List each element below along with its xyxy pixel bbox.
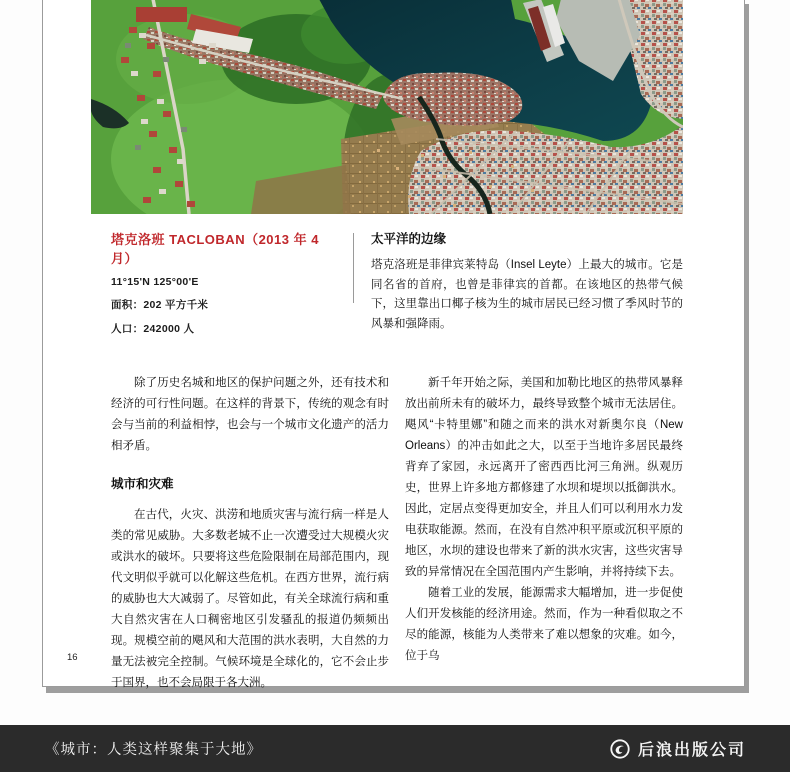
page-number: 16 (67, 652, 78, 663)
article-right-column (405, 373, 683, 694)
city-population: 人口：242000 人 (111, 323, 195, 335)
caption-intro (371, 229, 683, 334)
intro-heading: 太平洋的边缘 (371, 232, 447, 246)
wave-logo-icon (609, 738, 631, 760)
paragraph: 随着工业的发展，能源需求大幅增加，进一步促使人们开发核能的经济用途。然而，作为一种看似取之不尽的能源，核能为人类带来了难以想象的灾难。如今，位于乌 (405, 587, 683, 662)
caption-left (111, 229, 323, 336)
book-title: 《城市：人类这样聚集于大地》 (45, 742, 262, 758)
city-area: 面积：202 平方千米 (111, 299, 209, 311)
footer-bar (0, 725, 790, 772)
satellite-image-art (91, 0, 683, 214)
book-page (42, 0, 745, 687)
paragraph: 除了历史名城和地区的保护问题之外，还有技术和经济的可行性问题。在这样的背景下，传统的观念有时会与当前的利益相悖，也会与一个城市文化遗产的活力相矛盾。 (111, 377, 389, 452)
paragraph: 在古代，火灾、洪涝和地质灾害与流行病一样是人类的常见威胁。大多数老城不止一次遭受过大规模火灾或洪水的破坏。只要将这些危险限制在局部范围内，现代文明似乎就可以化解这些危机。在西方世界，流行病的威胁也大大减弱了。尽管如此，有关全球流行病和重大自然灾害在人口稠密地区引发骚乱的报道仍频频出现。规模空前的飓风和大范围的洪水表明，大自然的力量无法被完全控制。气候环境是全球化的，它不会止步于国界，也不会局限于各大洲。 (111, 509, 389, 689)
city-coordinates: 11°15'N 125°00'E (111, 276, 199, 288)
article (111, 373, 683, 694)
city-title: 塔克洛班 TACLOBAN（2013 年 4 月） (111, 232, 319, 266)
intro-paragraph: 塔克洛班是菲律宾莱特岛（Insel Leyte）上最大的城市。它是同名省的首府，也曾是菲律宾的首都。在该地区的热带气候下，这里靠出口椰子核为生的城市居民已经习惯了季风时节的风暴和强降雨。 (371, 259, 683, 330)
paragraph: 新千年开始之际，美国和加勒比地区的热带风暴释放出前所未有的破坏力，最终导致整个城市无法居住。飓风“卡特里娜”和随之而来的洪水对新奥尔良（New Orleans）的冲击如此之大，以至于当地许多居民最终背弃了家园，永远离开了密西西比河三角洲。纵观历史，世界上许多地方都修建了水坝和堤坝以抵御洪水。因此，定居点变得更加安全，并且人们可以利用水力发电获取能源。然而，在没有自然冲积平原或沉积平原的地区，水坝的建设也带来了新的洪水灾害，这些灾害导致的异常情况在全国范围内产生影响，并将持续下去。 (405, 377, 683, 578)
publisher-name: 后浪出版公司 (637, 742, 746, 759)
publisher-brand (609, 737, 746, 760)
satellite-image-tacloban (91, 0, 683, 214)
caption-divider (353, 233, 354, 303)
article-left-column (111, 373, 389, 694)
section-heading: 城市和灾难 (111, 477, 174, 491)
